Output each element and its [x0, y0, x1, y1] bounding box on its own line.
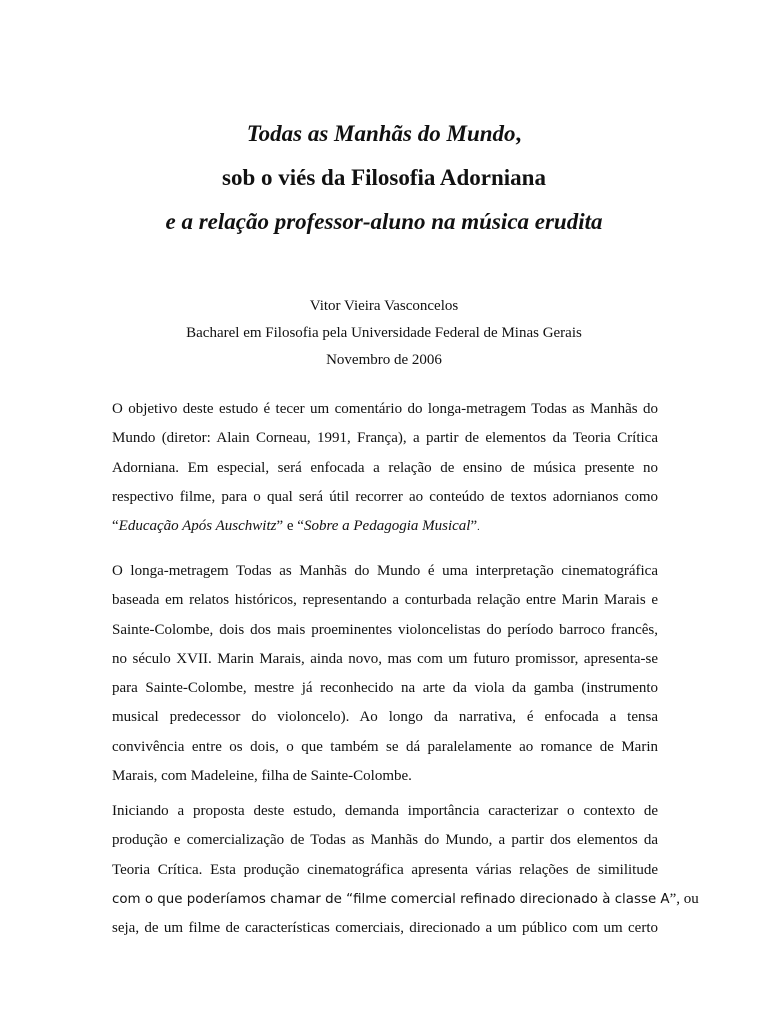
paragraph-3 — [112, 797, 699, 943]
paragraph-line: no século XVII. Marin Marais, ainda novo, mas com um futuro promissor, apresenta-se — [112, 650, 658, 667]
paragraph-line: musical predecessor do violoncelo). Ao longo da narrativa, é enfocada a tensa — [112, 709, 658, 726]
film-title: Todas as Manhãs do Mundo — [246, 121, 516, 146]
paragraph-line: Adorniana. Em especial, será enfocada a relação de ensino de música presente no — [112, 459, 658, 476]
paragraph-line: seja, de um filme de características comerciais, direcionado a um público com um certo — [112, 920, 658, 937]
quoted-phrase: com o que poderíamos chamar de “filme comercial refinado direcionado à classe A — [112, 891, 670, 907]
quote-connector: ” e “ — [276, 518, 304, 535]
sentence-period: . — [477, 522, 480, 534]
line-continuation: ”, ou — [669, 890, 699, 907]
close-quote: ” — [470, 518, 478, 535]
paragraph-line: produção e comercialização de Todas as Manhãs do Mundo, a partir dos elementos da — [112, 832, 658, 849]
paragraph-line: Marais, com Madeleine, filha de Sainte-Colombe. — [112, 768, 412, 785]
reference-title: Educação Após Auschwitz — [118, 518, 277, 535]
document-date: Novembro de 2006 — [326, 352, 442, 368]
paragraph-2 — [112, 557, 658, 791]
paragraph-1 — [112, 395, 658, 542]
open-quote: “ — [112, 518, 119, 535]
paragraph-line: convivência entre os dois, o que também se dá paralelamente ao romance de Marin — [112, 738, 658, 755]
author-affiliation: Bacharel em Filosofia pela Universidade Federal de Minas Gerais — [186, 325, 582, 341]
author-block — [0, 293, 768, 374]
title-comma: , — [515, 121, 522, 146]
paragraph-line: O longa-metragem Todas as Manhãs do Mundo é uma interpretação cinematográfica — [112, 563, 658, 579]
title-line-2: sob o viés da Filosofia Adorniana — [222, 165, 546, 190]
paragraph-line — [112, 512, 658, 542]
paragraph-line: para Sainte-Colombe, mestre já reconhecido na arte da viola da gamba (instrumento — [112, 680, 658, 697]
paragraph-line: respectivo filme, para o qual será útil recorrer ao conteúdo de textos adornianos como — [112, 488, 658, 505]
paragraph-line: baseada em relatos históricos, representando a conturbada relação entre Marin Marais e — [112, 592, 658, 609]
title-block — [0, 112, 768, 244]
paragraph-line — [112, 885, 699, 914]
paragraph-line: Iniciando a proposta deste estudo, demanda importância caracterizar o contexto de — [112, 803, 658, 819]
paragraph-line: Teoria Crítica. Esta produção cinematográfica apresenta várias relações de similitude — [112, 861, 658, 878]
paragraph-line: Mundo (diretor: Alain Corneau, 1991, França), a partir de elementos da Teoria Crítica — [112, 430, 658, 447]
paragraph-line: Sainte-Colombe, dois dos mais proeminentes violoncelistas do período barroco francês, — [112, 621, 658, 638]
paragraph-line: O objetivo deste estudo é tecer um comentário do longa-metragem Todas as Manhãs do — [112, 401, 658, 417]
reference-title: Sobre a Pedagogia Musical — [303, 518, 471, 535]
title-line-1 — [0, 112, 768, 156]
title-line-3: e a relação professor-aluno na música erudita — [165, 209, 603, 234]
author-name: Vitor Vieira Vasconcelos — [309, 298, 459, 314]
